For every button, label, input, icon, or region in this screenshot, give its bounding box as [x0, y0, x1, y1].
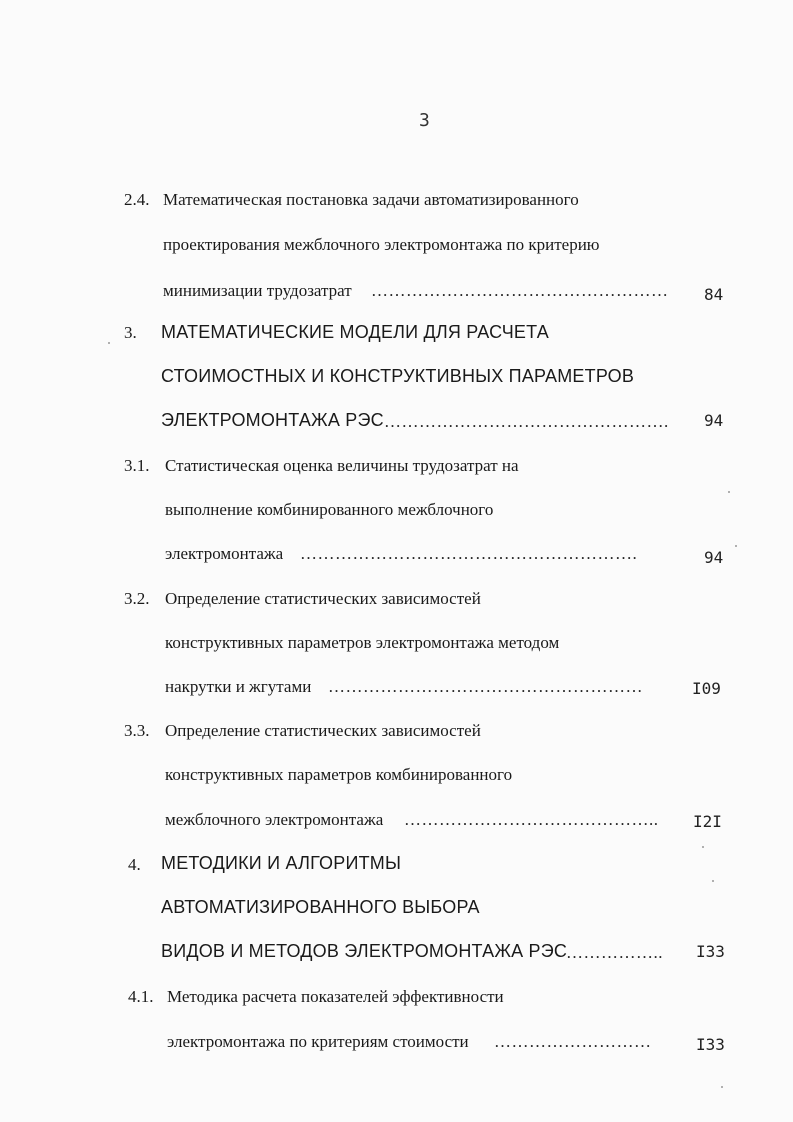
scan-speck [735, 545, 737, 547]
entry-page: 94 [704, 548, 724, 567]
entry-title-line: Методика расчета показателей эффективности [167, 987, 504, 1006]
entry-title-line: выполнение комбинированного межблочного [165, 500, 494, 519]
entry-title-line: МЕТОДИКИ И АЛГОРИТМЫ [161, 853, 402, 873]
dot-leader: ……………………… [494, 1032, 652, 1051]
entry-title-line: Математическая постановка задачи автоматизированного [163, 190, 579, 209]
entry-title-line: накрутки и жгутами [165, 677, 312, 696]
dot-leader: …………………………………………… [371, 281, 669, 300]
page-number: 3 [419, 110, 430, 131]
entry-title-line: Определение статистических зависимостей [165, 589, 481, 608]
dot-leader: …………………………………………………. [300, 544, 638, 563]
entry-page: I33 [696, 1035, 725, 1054]
entry-title-line: Определение статистических зависимостей [165, 721, 481, 740]
entry-number: 3. [124, 323, 137, 342]
scan-speck [728, 491, 730, 493]
entry-title-line: СТОИМОСТНЫХ И КОНСТРУКТИВНЫХ ПАРАМЕТРОВ [161, 366, 635, 386]
entry-page: I2I [693, 812, 722, 831]
entry-number: 4.1. [128, 987, 154, 1006]
scan-speck [702, 846, 704, 848]
entry-title-line: конструктивных параметров комбинированного [165, 765, 513, 784]
entry-title-line: межблочного электромонтажа [165, 810, 384, 829]
entry-page: I09 [692, 679, 721, 698]
entry-number: 3.1. [124, 456, 150, 475]
entry-title-line: АВТОМАТИЗИРОВАННОГО ВЫБОРА [161, 897, 480, 917]
entry-number: 3.2. [124, 589, 150, 608]
entry-title-line: Статистическая оценка величины трудозатрат на [165, 456, 519, 475]
entry-title-line: конструктивных параметров электромонтажа методом [165, 633, 560, 652]
entry-number: 4. [128, 855, 141, 874]
entry-number: 2.4. [124, 190, 150, 209]
entry-title-line: электромонтажа [165, 544, 284, 563]
scan-speck [712, 880, 714, 882]
entry-page: 84 [704, 285, 724, 304]
entry-title-line: МАТЕМАТИЧЕСКИЕ МОДЕЛИ ДЛЯ РАСЧЕТА [161, 322, 549, 342]
dot-leader: …………………………………………. [384, 412, 669, 431]
scan-speck [721, 1086, 723, 1088]
entry-title-line: проектирования межблочного электромонтажа по критерию [163, 235, 600, 254]
scan-speck [108, 342, 110, 344]
dot-leader: …………….. [566, 943, 663, 962]
entry-title-line: электромонтажа по критериям стоимости [167, 1032, 469, 1051]
dot-leader: …………………………………….. [404, 810, 659, 829]
dot-leader: ……………………………………………… [328, 677, 643, 696]
entry-page: I33 [696, 942, 725, 961]
entry-title-line: ВИДОВ И МЕТОДОВ ЭЛЕКТРОМОНТАЖА РЭС [161, 941, 568, 961]
entry-number: 3.3. [124, 721, 150, 740]
entry-title-line: ЭЛЕКТРОМОНТАЖА РЭС [161, 410, 384, 430]
entry-page: 94 [704, 411, 724, 430]
entry-title-line: минимизации трудозатрат [163, 281, 352, 300]
